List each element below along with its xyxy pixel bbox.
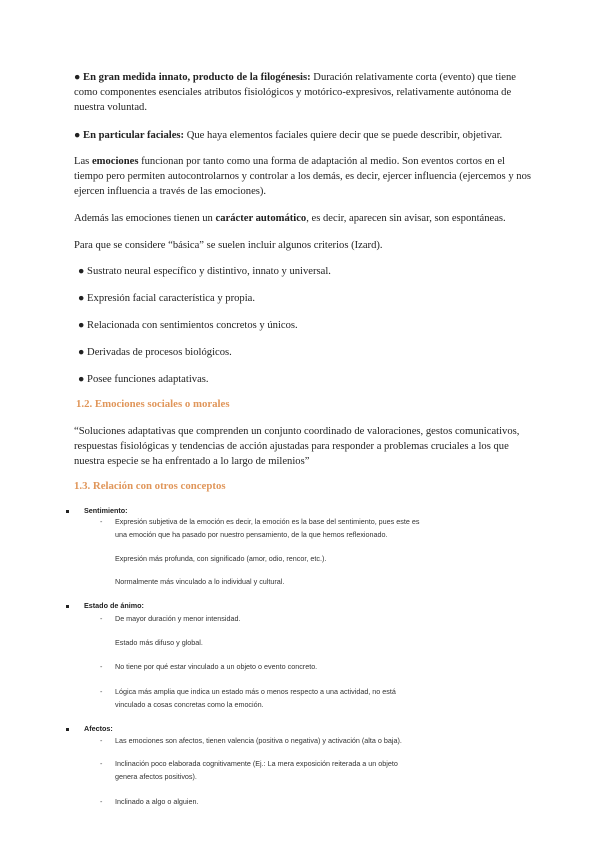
paragraph-faciales-text: Que haya elementos faciales quiere decir que se puede describir, objetivar. xyxy=(184,130,503,141)
sentimiento-line: Expresión más profunda, con significado (amor, odio, rencor, etc.). xyxy=(115,554,327,563)
concept-label-afectos: Afectos: xyxy=(84,724,113,733)
afectos-line: Inclinación poco elaborada cognitivamente (Ej.: La mera exposición reiterada a un objeto xyxy=(115,759,398,768)
paragraph-innato-lead: ● En gran medida innato, producto de la filogénesis: xyxy=(74,72,311,83)
paragraph-faciales xyxy=(74,128,534,143)
estado-line: Estado más difuso y global. xyxy=(115,638,203,647)
concept-label-sentimiento: Sentimiento: xyxy=(84,506,128,515)
dash-marker: - xyxy=(100,614,103,623)
afectos-line: Las emociones son afectos, tienen valencia (positiva o negativa) y activación (alta o baja). xyxy=(115,736,402,745)
bullet-square-icon xyxy=(66,605,69,608)
paragraph-emociones-keyword: emociones xyxy=(91,156,139,167)
estado-line: vinculado a cosas concretas como la emoción. xyxy=(115,700,264,709)
paragraph-emociones xyxy=(74,154,534,200)
sentimiento-line: Expresión subjetiva de la emoción es decir, la emoción es la base del sentimiento, pues este es xyxy=(115,517,420,526)
paragraph-automatico-pre: Además las emociones tienen un xyxy=(74,213,216,224)
estado-line: Lógica más amplia que indica un estado más o menos respecto a una actividad, no está xyxy=(115,687,396,696)
sentimiento-line: una emoción que ha pasado por nuestro pensamiento, de la que hemos reflexionado. xyxy=(115,530,388,539)
dash-marker: - xyxy=(100,517,103,526)
section-heading-1-2: 1.2. Emociones sociales o morales xyxy=(76,398,230,410)
criterion-item: ● Posee funciones adaptativas. xyxy=(78,374,209,385)
paragraph-innato-text: Duración relativamente corta (evento) que tiene como componentes esenciales atributos fisiológicos y motórico-expresivos, relativamente autónoma de nuestra voluntad. xyxy=(74,72,516,114)
bullet-square-icon xyxy=(66,728,69,731)
estado-line: De mayor duración y menor intensidad. xyxy=(115,614,241,623)
paragraph-criterios: Para que se considere “básica” se suelen incluir algunos criterios (Izard). xyxy=(74,240,383,251)
paragraph-emociones-pre: Las xyxy=(74,156,92,167)
criterion-item: ● Expresión facial característica y propia. xyxy=(78,293,255,304)
paragraph-automatico-keyword: carácter automático xyxy=(215,213,307,224)
afectos-line: genera afectos positivos). xyxy=(115,772,197,781)
paragraph-faciales-lead: ● En particular faciales: xyxy=(74,130,185,141)
criterion-item: ● Derivadas de procesos biológicos. xyxy=(78,347,232,358)
dash-marker: - xyxy=(100,687,103,696)
paragraph-innato xyxy=(74,70,534,116)
section-heading-1-3: 1.3. Relación con otros conceptos xyxy=(74,480,226,492)
bullet-square-icon xyxy=(66,510,69,513)
dash-marker: - xyxy=(100,759,103,768)
section-1-2-quote: “Soluciones adaptativas que comprenden un conjunto coordinado de valoraciones, gestos comunicativos, respuestas fisiológicas y tendencias de acción ajustadas para responder a problemas cruciales a los que nuestra especie se ha enfrentado a lo largo de milenios” xyxy=(74,426,520,468)
criterion-item: ● Sustrato neural específico y distintivo, innato y universal. xyxy=(78,266,331,277)
dash-marker: - xyxy=(100,736,103,745)
paragraph-emociones-text: funcionan por tanto como una forma de adaptación al medio. Son eventos cortos en el tiempo pero permiten autocontrolarnos y controlar a los demás, es decir, ejercer influencia (ejercemos y nos ejercen influencia a través de las emociones). xyxy=(74,156,531,198)
afectos-line: Inclinado a algo o alguien. xyxy=(115,797,199,806)
criterion-item: ● Relacionada con sentimientos concretos y únicos. xyxy=(78,320,298,331)
estado-line: No tiene por qué estar vinculado a un objeto o evento concreto. xyxy=(115,662,318,671)
concept-label-estado-de-animo: Estado de ánimo: xyxy=(84,601,144,610)
dash-marker: - xyxy=(100,797,103,806)
paragraph-automatico xyxy=(74,211,534,226)
sentimiento-line: Normalmente más vinculado a lo individual y cultural. xyxy=(115,577,285,586)
dash-marker: - xyxy=(100,662,103,671)
paragraph-automatico-text: , es decir, aparecen sin avisar, son espontáneas. xyxy=(306,213,506,224)
